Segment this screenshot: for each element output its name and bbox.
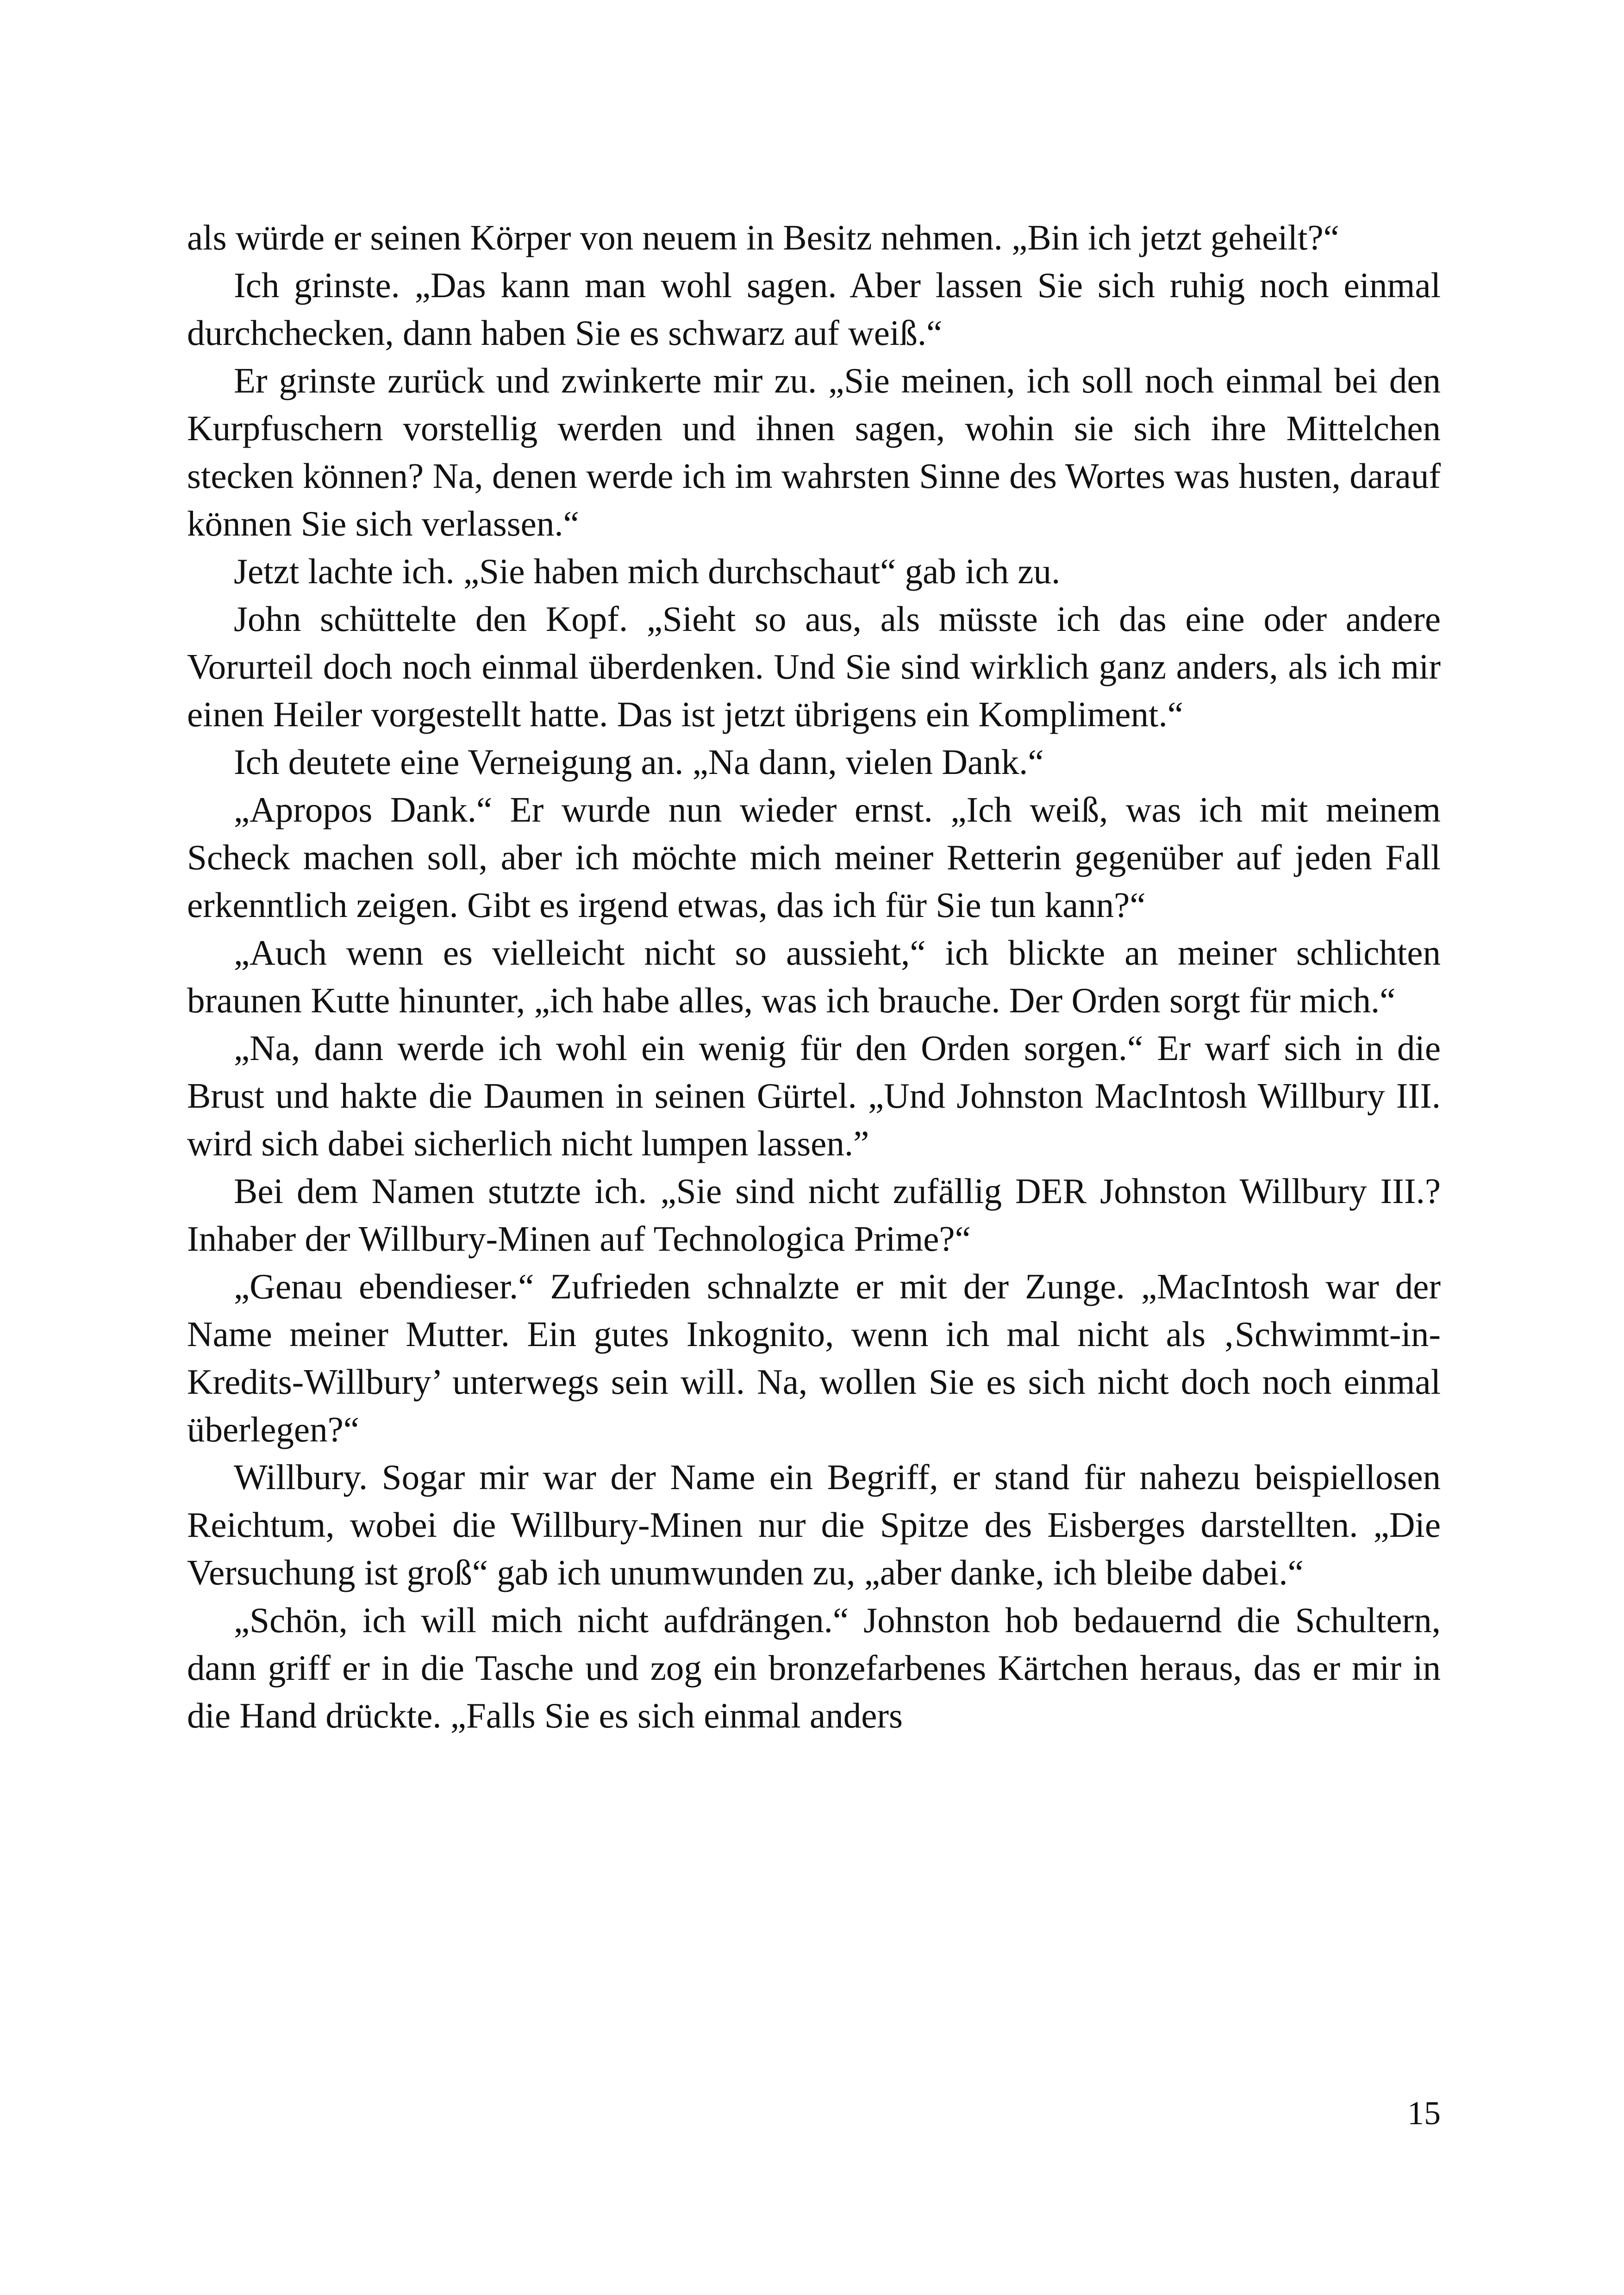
paragraph: Bei dem Namen stutzte ich. „Sie sind nicht zufällig DER Johnston Willbury III.? Inhaber der Willbury-Minen auf Technologica Prime?“ [187, 1171, 1441, 1259]
paragraph: John schüttelte den Kopf. „Sieht so aus, als müsste ich das eine oder andere Vorurteil doch noch einmal überdenken. Und Sie sind wirklich ganz anders, als ich mir einen Heiler vorgestellt hatte. Das ist jetzt übrigens ein Kompliment.“ [187, 599, 1441, 734]
paragraph: Ich deutete eine Verneigung an. „Na dann, vielen Dank.“ [234, 742, 1044, 782]
paragraph: „Schön, ich will mich nicht aufdrängen.“ Johnston hob bedauernd die Schultern, dann griff er in die Tasche und zog ein bronzefarbenes Kärtchen heraus, das er mir in die Hand drückte. „Falls Sie es sich einmal anders [187, 1600, 1441, 1735]
paragraph: Jetzt lachte ich. „Sie haben mich durchschaut“ gab ich zu. [234, 551, 1061, 591]
paragraph: „Na, dann werde ich wohl ein wenig für den Orden sorgen.“ Er warf sich in die Brust und hakte die Daumen in seinen Gürtel. „Und Johnston MacIntosh Willbury III. wird sich dabei sicherlich nicht lumpen lassen.” [187, 1028, 1441, 1163]
paragraph: Ich grinste. „Das kann man wohl sagen. Aber lassen Sie sich ruhig noch einmal durchchecken, dann haben Sie es schwarz auf weiß.“ [187, 265, 1441, 353]
paragraph: Willbury. Sogar mir war der Name ein Begriff, er stand für nahezu beispiellosen Reichtum, wobei die Willbury-Minen nur die Spitze des Eisberges darstellten. „Die Versuchung ist groß“ gab ich unumwunden zu, „aber danke, ich bleibe dabei.“ [187, 1457, 1441, 1592]
paragraph: Er grinste zurück und zwinkerte mir zu. „Sie meinen, ich soll noch einmal bei den Kurpfuschern vorstellig werden und ihnen sagen, wohin sie sich ihre Mittelchen stecken können? Na, denen werde ich im wahrsten Sinne des Wortes was husten, darauf können Sie sich verlassen.“ [187, 361, 1441, 543]
paragraph: „Auch wenn es vielleicht nicht so aussieht,“ ich blickte an meiner schlichten braunen Kutte hinunter, „ich habe alles, was ich brauche. Der Orden sorgt für mich.“ [187, 933, 1441, 1020]
paragraph: als würde er seinen Körper von neuem in Besitz nehmen. „Bin ich jetzt geheilt?“ [187, 218, 1339, 257]
paragraph: „Genau ebendieser.“ Zufrieden schnalzte er mit der Zunge. „MacIntosh war der Name meiner Mutter. Ein gutes Inkognito, wenn ich mal nicht als ‚Schwimmt-in-Kredits-Willbury’ unterwegs sein will. Na, wollen Sie es sich nicht doch noch einmal überlegen?“ [187, 1266, 1441, 1449]
page-number: 15 [1407, 2095, 1441, 2132]
body-text [187, 214, 1441, 1740]
paragraph: „Apropos Dank.“ Er wurde nun wieder ernst. „Ich weiß, was ich mit meinem Scheck machen soll, aber ich möchte mich meiner Retterin gegenüber auf jeden Fall erkenntlich zeigen. Gibt es irgend etwas, das ich für Sie tun kann?“ [187, 790, 1441, 925]
